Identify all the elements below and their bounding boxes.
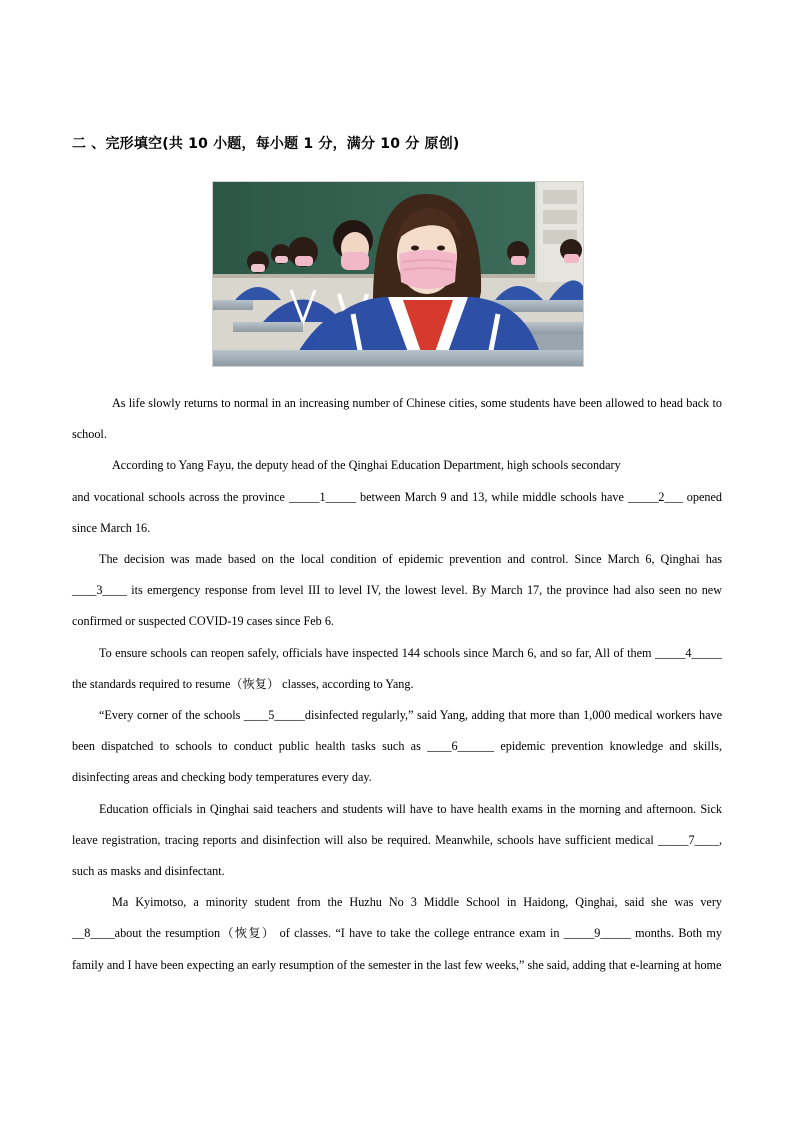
paragraph-2-continued: and vocational schools across the province _____1_____ between March 9 and 13, while middle schools have _____2___ opened since March 16. (72, 489, 722, 535)
paragraph-6: Education officials in Qinghai said teachers and students will have to have health exams in the morning and afternoon. Sick leave registration, tracing reports and disinfection will also be required. Meanwhile, schools have sufficient medical _____7____, such as masks and disinfectant. (72, 801, 722, 879)
classroom-photo (212, 181, 584, 367)
paragraph-5: “Every corner of the schools ____5_____disinfected regularly,” said Yang, adding that more than 1,000 medical workers have been dispatched to schools to conduct public health tasks such as ____6______ epidemic prevention knowledge and skills, disinfecting areas and checking body temperatures every day. (72, 708, 722, 785)
paragraph-1: As life slowly returns to normal in an increasing number of Chinese cities, some students have been allowed to head back to school. (72, 396, 722, 442)
paragraph-3: The decision was made based on the local condition of epidemic prevention and control. Since March 6, Qinghai has ____3____ its emergency response from level III to level IV, the lowest level. By March 17, the province had also seen no new confirmed or suspected COVID-19 cases since Feb 6. (72, 552, 722, 629)
paragraph-4: To ensure schools can reopen safely, officials have inspected 144 schools since March 6, and so far, All of them _____4_____ the standards required to resume（恢复） classes, according to Yang. (72, 645, 722, 691)
paragraph-2: According to Yang Fayu, the deputy head of the Qinghai Education Department, high schools secondary (112, 458, 621, 473)
paragraph-7: Ma Kyimotso, a minority student from the Huzhu No 3 Middle School in Haidong, Qinghai, said she was very __8____about the resumption（恢复） of classes. “I have to take the college entrance exam in _____9_____ months. Both my family and I have been expecting an early resumption of the semester in the last few weeks,” she said, adding that e-learning at home (72, 895, 722, 972)
passage (72, 388, 722, 981)
section-heading: 二 、完形填空(共 10 小题，每小题 1 分，满分 10 分 原创) (72, 136, 460, 152)
